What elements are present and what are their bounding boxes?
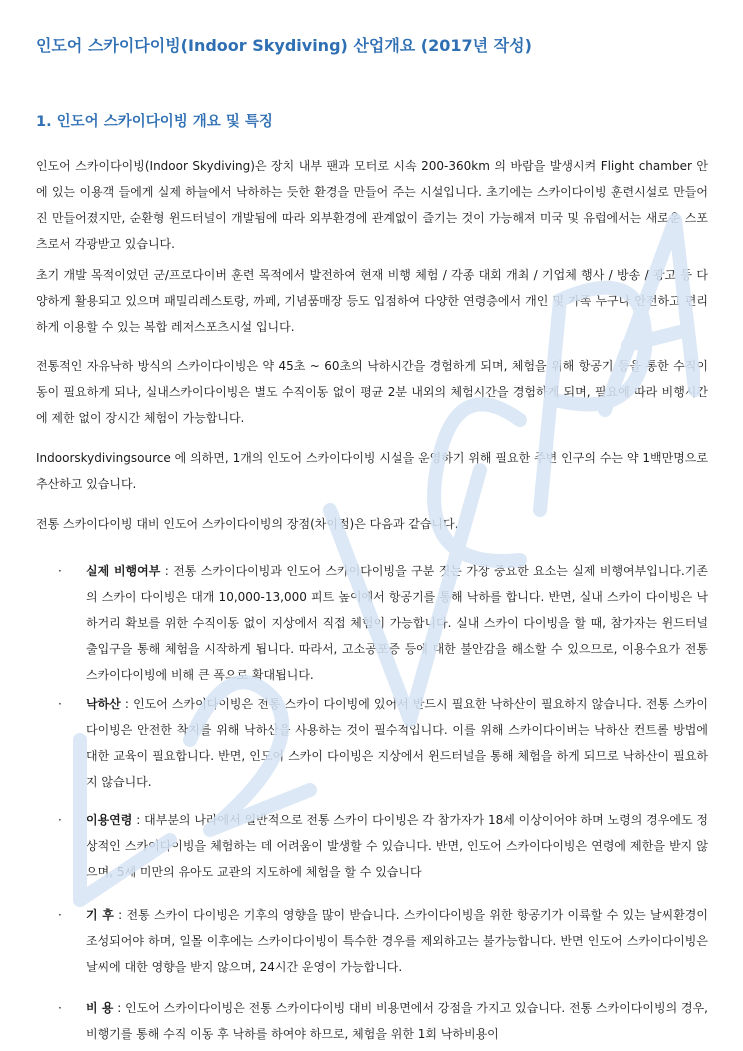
bullet-marker: · <box>58 1001 62 1015</box>
bullet-body <box>86 691 708 795</box>
paragraph-advantages-intro: 전통 스카이다이빙 대비 인도어 스카이다이빙의 장점(차이점)은 다음과 같습니다. <box>36 517 459 531</box>
bullet-body <box>86 807 708 885</box>
section-heading: 1. 인도어 스카이다이빙 개요 및 특징 <box>36 114 273 130</box>
paragraph-development: 초기 개발 목적이었던 군/프로다이버 훈련 목적에서 발전하여 현재 비행 체험 / 각종 대회 개최 / 기업체 행사 / 방송 / 광고 등 다양하게 활용되고 있으며 패밀리레스토랑, 까페, 기념품매장 등도 입점하여 다양한 연령층에서 개인 및 가족 누구나 안전하고 편리하게 이용할 수 있는 복합 레저스포츠시설 입니다. <box>36 268 708 334</box>
bullet-body <box>86 558 708 688</box>
bullet-weather <box>36 902 708 980</box>
bullet-text: : 인도어 스카이다이빙은 전통 스카이 다이빙에 있어서 반드시 필요한 낙하산이 필요하지 않습니다. 전통 스카이 다이빙은 안전한 착지를 위해 낙하산을 사용하는 것이 필수적입니다. 이를 위해 스카이다이버는 낙하산 컨트롤 방법에 대한 교육이 필요합니다. 반면, 인도어 스카이 다이빙은 지상에서 윈드터널을 통해 체험을 하게 되므로 낙하산이 필요하지 않습니다. <box>86 697 708 789</box>
bullet-term: 기 후 <box>86 908 114 922</box>
bullet-marker: · <box>58 564 62 578</box>
bullet-term: 이용연령 <box>86 813 133 827</box>
bullet-actual-flight <box>36 558 708 688</box>
paragraph-comparison: 전통적인 자유낙하 방식의 스카이다이빙은 약 45초 ~ 60초의 낙하시간을 경험하게 되며, 체험을 위해 항공기 등을 통한 수직이동이 필요하게 되나, 실내스카이다이빙은 별도 수직이동 없이 평균 2분 내외의 체험시간을 경험하게 되며, 필요에 따라 비행시간에 제한 없이 장시간 체험이 가능합니다. <box>36 359 708 425</box>
bullet-text: : 대부분의 나라에서 일반적으로 전통 스카이 다이빙은 각 참가자가 18세 이상이어야 하며 노령의 경우에도 정상적인 스카이다이빙을 체험하는 데 어려움이 발생할 수 있습니다. 반면, 인도어 스카이다이빙은 연령에 제한을 받지 않으며, 5세 미만의 유아도 교관의 지도하에 체험을 할 수 있습니다 <box>86 813 708 879</box>
bullet-body <box>86 902 708 980</box>
document-title: 인도어 스카이다이빙(Indoor Skydiving) 산업개요 (2017년 작성) <box>36 36 532 55</box>
bullet-text: : 전통 스카이 다이빙은 기후의 영향을 많이 받습니다. 스카이다이빙을 위한 항공기가 이륙할 수 있는 날씨환경이 조성되어야 하며, 일몰 이후에는 스카이다이빙이 특수한 경우를 제외하고는 불가능합니다. 반면 인도어 스카이다이빙은 날씨에 대한 영향을 받지 않으며, 24시간 운영이 가능합니다. <box>86 908 708 974</box>
bullet-marker: · <box>58 813 62 827</box>
paragraph-intro: 인도어 스카이다이빙(Indoor Skydiving)은 장치 내부 팬과 모터로 시속 200-360km 의 바람을 발생시켜 Flight chamber 안에 있는 이용객 들에게 실제 하늘에서 낙하하는 듯한 환경을 만들어 주는 시설입니다. 초기에는 스카이다이빙 훈련시설로 만들어진 만들어졌지만, 순환형 윈드터널이 개발됨에 따라 외부환경에 관계없이 즐기는 것이 가능해져 미국 및 유럽에서는 새로운 스포츠로서 각광받고 있습니다. <box>36 159 708 251</box>
bullet-term: 비 용 <box>86 1001 114 1015</box>
bullet-term: 낙하산 <box>86 697 121 711</box>
paragraph-population: Indoorskydivingsource 에 의하면, 1개의 인도어 스카이다이빙 시설을 운영하기 위해 필요한 주변 인구의 수는 약 1백만명으로 추산하고 있습니다. <box>36 451 708 491</box>
bullet-cost <box>36 995 708 1047</box>
bullet-marker: · <box>58 908 62 922</box>
bullet-parachute <box>36 691 708 795</box>
bullet-text: : 전통 스카이다이빙과 인도어 스카이다이빙을 구분 짓는 가장 중요한 요소는 실제 비행여부입니다.기존의 스카이 다이빙은 대개 10,000-13,000 피트 높이에서 항공기를 통해 낙하를 합니다. 반면, 실내 스카이 다이빙은 낙하거리 확보를 위한 수직이동 없이 지상에서 직접 체험이 가능합니다. 실내 스카이 다이빙을 할 때, 참가자는 윈드터널 출입구을 통해 체험을 시작하게 됩니다. 따라서, 고소공포증 등에 대한 불안감을 해소할 수 있으므로, 이용수요가 전통 스카이다이빙에 비해 큰 폭으로 확대됩니다. <box>86 564 708 682</box>
bullet-body <box>86 995 708 1047</box>
bullet-age <box>36 807 708 885</box>
bullet-text: : 인도어 스카이다이빙은 전통 스카이다이빙 대비 비용면에서 강점을 가지고 있습니다. 전통 스카이다이빙의 경우, 비행기를 통해 수직 이동 후 낙하를 하여야 하므로, 체험을 위한 1회 낙하비용이 <box>86 1001 708 1041</box>
bullet-term: 실제 비행여부 <box>86 564 161 578</box>
bullet-marker: · <box>58 697 62 711</box>
